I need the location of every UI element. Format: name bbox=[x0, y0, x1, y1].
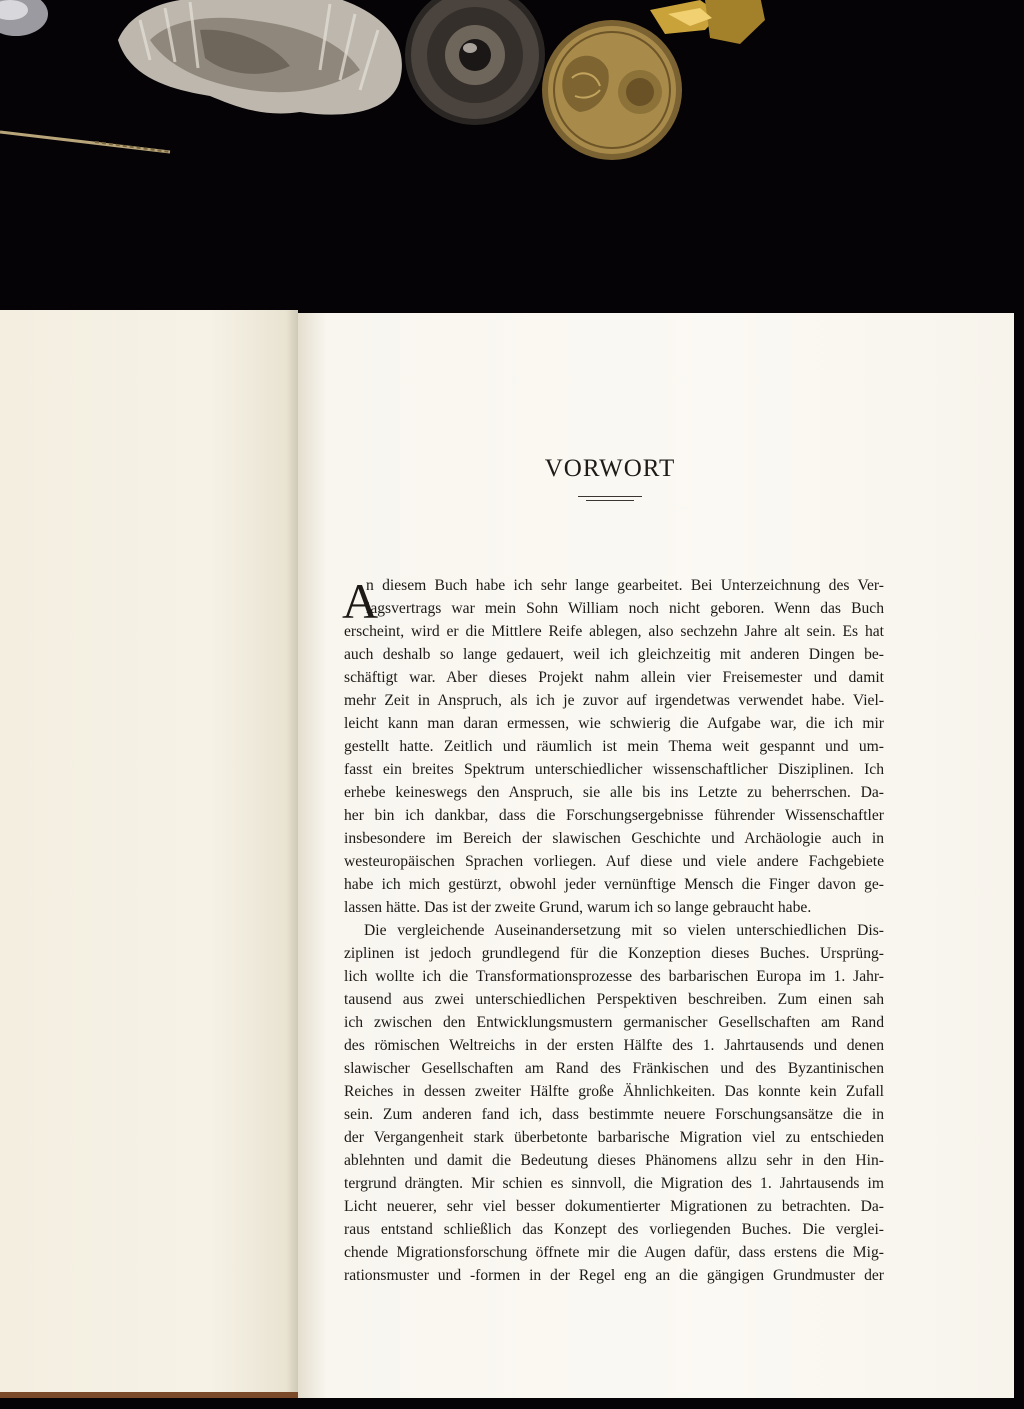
title-rule bbox=[586, 500, 634, 501]
text-line: erhebe keineswegs den Anspruch, sie alle bis ins Letzte zu beherrschen. Da- bbox=[344, 784, 884, 801]
body-text bbox=[344, 574, 884, 1287]
text-line: raus entstand schließlich das Konzept des vorliegenden Buches. Die verglei- bbox=[344, 1221, 884, 1238]
text-line: mehr Zeit in Anspruch, als ich je zuvor auf irgendetwas verwendet habe. Viel- bbox=[344, 692, 884, 709]
text-line: n diesem Buch habe ich sehr lange gearbeitet. Bei Unterzeichnung des Ver- bbox=[366, 577, 884, 594]
text-line: rationsmuster und -formen in der Regel eng an die gängigen Grundmuster der bbox=[344, 1267, 884, 1284]
text-line: Licht neuerer, sehr viel besser dokumentierter Migrationen zu betrachten. Da- bbox=[344, 1198, 884, 1215]
text-line: her bin ich dankbar, dass die Forschungsergebnisse führender Wissenschaftler bbox=[344, 807, 884, 824]
drop-cap: A bbox=[342, 573, 379, 629]
text-line: slawischer Gesellschaften am Rand des Fränkischen und des Byzantinischen bbox=[344, 1060, 884, 1077]
title-rule bbox=[578, 496, 642, 497]
text-line: chende Migrationsforschung öffnete mir die Augen dafür, dass erstens die Mig- bbox=[344, 1244, 884, 1261]
text-line: sein. Zum anderen fand ich, dass bestimmte neuere Forschungsansätze die in bbox=[344, 1106, 884, 1123]
text-line: insbesondere im Bereich der slawischen Geschichte und Archäologie auch in bbox=[344, 830, 884, 847]
text-line: Reiches in dessen zweiter Hälfte große Ähnlichkeiten. Das konnte kein Zufall bbox=[344, 1083, 884, 1100]
text-line: tausend aus zwei unterschiedlichen Perspektiven beschreiben. Zum einen sah bbox=[344, 991, 884, 1008]
text-line: lich wollte ich die Transformationsprozesse des barbarischen Europa im 1. Jahr- bbox=[344, 968, 884, 985]
text-line: habe ich mich gestürzt, obwohl jeder vernünftige Mensch die Finger davon ge- bbox=[344, 876, 884, 893]
text-line: gestellt hatte. Zeitlich und räumlich ist mein Thema weit gespannt und um- bbox=[344, 738, 884, 755]
fossil-shell bbox=[118, 0, 402, 115]
text-line: Die vergleichende Auseinandersetzung mit so vielen unterschiedlichen Dis- bbox=[364, 922, 884, 939]
left-page bbox=[0, 310, 298, 1395]
text-line: der Vergangenheit stark überbetonte barbarische Migration viel zu entschieden bbox=[344, 1129, 884, 1146]
text-line: ziplinen ist jedoch grundlegend für die Konzeption dieses Buches. Ursprüng- bbox=[344, 945, 884, 962]
text-line: schäftigt war. Aber dieses Projekt nahm allein vier Freisemester und damit bbox=[344, 669, 884, 686]
page-title: VORWORT bbox=[544, 455, 676, 482]
text-line: westeuropäischen Sprachen vorliegen. Auf diese und viele andere Fachgebiete bbox=[344, 853, 884, 870]
text-line: leicht kann man daran ermessen, wie schwierig die Aufgabe war, die ich mir bbox=[344, 715, 884, 732]
text-line: erscheint, wird er die Mittlere Reife ablegen, also sechzehn Jahre alt sein. Es hat bbox=[344, 623, 884, 640]
text-line: lassen hätte. Das ist der zweite Grund, warum ich so lange gebraucht habe. bbox=[344, 899, 812, 916]
text-line: fasst ein breites Spektrum unterschiedlicher wissenschaftlicher Disziplinen. Ich bbox=[344, 761, 884, 778]
gold-fragment bbox=[650, 0, 765, 44]
text-line: tergrund drängten. Mir schien es sinnvoll, die Migration des 1. Jahrtausends im bbox=[344, 1175, 884, 1192]
text-line: ich zwischen den Entwicklungsmustern germanischer Gesellschaften am Rand bbox=[344, 1014, 884, 1031]
text-line: ablehnten und damit die Bedeutung dieses Phänomens allzu sehr in den Hin- bbox=[344, 1152, 884, 1169]
text-line: des römischen Weltreichs in der ersten Hälfte des 1. Jahrtausends und denen bbox=[344, 1037, 884, 1054]
page-edge bbox=[0, 1392, 300, 1398]
bronze-coin bbox=[542, 20, 682, 160]
metal-button bbox=[405, 0, 545, 125]
scanned-objects bbox=[0, 0, 1024, 300]
text-line: auch deshalb so lange gedauert, weil ich gleichzeitig mit anderen Dingen be- bbox=[344, 646, 884, 663]
text-line: lagsvertrags war mein Sohn William noch nicht geboren. Wenn das Buch bbox=[366, 600, 884, 617]
